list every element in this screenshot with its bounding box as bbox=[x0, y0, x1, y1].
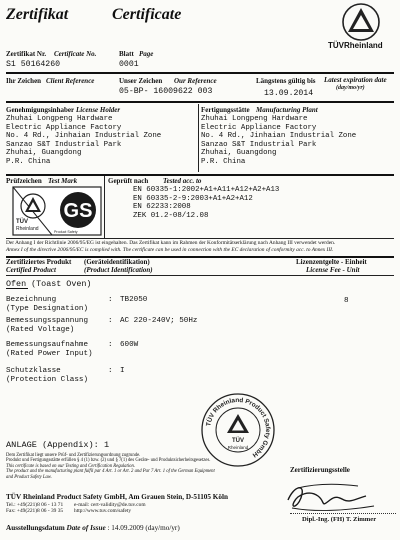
product-col-label-en: Certified Product bbox=[6, 266, 56, 274]
plant-line: P.R. China bbox=[201, 157, 246, 166]
product-col-sub-de: (Geräteidentifikation) bbox=[84, 258, 150, 266]
gs-mark-icon bbox=[12, 186, 102, 236]
fee-col-label-de: Lizenzentgelte - Einheit bbox=[296, 258, 367, 266]
type-designation-label: Bezeichnung (Type Designation) bbox=[6, 296, 89, 313]
tuv-triangle-icon bbox=[340, 2, 382, 42]
type-designation-value: TB2050 bbox=[120, 296, 148, 304]
holder-label-de: Genehmigungsinhaber bbox=[6, 106, 75, 114]
standards-list bbox=[133, 186, 279, 220]
directive-note-en: Annex I of the directive 2006/95/EC is complied with. The certificate can be used in connection with the EC declaration of conformity acc. to Annex III. bbox=[6, 247, 334, 253]
page-label-en: Page bbox=[139, 50, 154, 58]
our-ref-label-de: Unser Zeichen bbox=[119, 77, 163, 85]
gs-letters: GS bbox=[63, 200, 93, 222]
rheinland-word: Rheinland bbox=[16, 226, 39, 232]
issue-label-en: Date of Issue bbox=[66, 524, 106, 532]
certificate-number: S1 50164260 bbox=[6, 60, 61, 69]
holder-label-en: License Holder bbox=[76, 106, 121, 114]
legal-text bbox=[6, 453, 220, 480]
plant-line: Zhuhai Longpeng Hardware bbox=[201, 115, 308, 123]
legal-line: Produkt und Fertigungsstätte erfüllen § 4 (1) bzw. (2) und § 7(1) des Geräte- und Produktsicherheitsgesetzes. bbox=[6, 458, 211, 464]
email-link[interactable]: e-mail: cert-validity@de.tuv.com bbox=[74, 502, 146, 508]
test-mark-label-en: Test Mark bbox=[48, 177, 78, 185]
test-mark-label-de: Prüfzeichen bbox=[6, 177, 42, 185]
plant-label-en: Manufacturing Plant bbox=[256, 106, 318, 114]
plant-line: No. 4 Rd., Jinhaian Industrial Zone bbox=[201, 132, 357, 141]
standards-label-en: Tested acc. to bbox=[163, 177, 202, 185]
expiry-format: (day/mo/yr) bbox=[336, 85, 365, 91]
phone: Tel.: +49(221)8 06 - 13 71 bbox=[6, 502, 64, 508]
plant-label-de: Fertigungsstätte bbox=[201, 106, 250, 114]
client-ref-label-en: Client Reference bbox=[46, 77, 95, 85]
issue-date: 14.09.2009 (day/mo/yr) bbox=[111, 524, 180, 532]
cert-no-label-de: Zertifikat Nr. bbox=[6, 50, 47, 58]
website-link[interactable]: http://www.tuv.com/safety bbox=[74, 508, 132, 515]
plant-line: Electric Appliance Factory bbox=[201, 123, 317, 132]
expiry-label-en: Latest expiration date bbox=[324, 76, 387, 84]
plant-line: Zhuhai, Guangdong bbox=[201, 149, 277, 158]
signatory-name: Dipl.-Ing. (FH) T. Zimmer bbox=[302, 516, 377, 523]
directive-note-de: Der Anhang I der Richtlinie 2006/95/EG ist eingehalten. Das Zertifikat kann im Rahmen der Konformitätserklärung nach Anhang III verwendet werden. bbox=[6, 240, 336, 246]
product-safety-word: Product Safety bbox=[54, 230, 78, 234]
product-col-label-de: Zertifiziertes Produkt bbox=[6, 258, 72, 266]
holder-line: P.R. China bbox=[6, 157, 51, 166]
company-address: TÜV Rheinland Product Safety GmbH, Am Grauen Stein, D-51105 Köln bbox=[6, 493, 228, 501]
issue-date-line: Ausstellungsdatum Date of Issue : 14.09.2009 (day/mo/yr) bbox=[6, 524, 180, 532]
tuv-logo bbox=[328, 2, 383, 50]
tuv-word: TÜV bbox=[16, 219, 28, 225]
holder-address bbox=[6, 115, 198, 167]
protection-class-label: Schutzklasse (Protection Class) bbox=[6, 367, 89, 384]
client-ref-label-de: Ihr Zeichen bbox=[6, 77, 42, 85]
expiry-label-de: Längstens gültig bis bbox=[256, 77, 316, 85]
our-reference: 05-BP- 16009622 003 bbox=[119, 87, 213, 96]
holder-line: Zhuhai, Guangdong bbox=[6, 149, 82, 158]
brand-name: TÜVRheinland bbox=[328, 41, 383, 50]
seal-ring-text: TÜV Rheinland Product Safety GmbH bbox=[205, 396, 272, 459]
holder-line: No. 4 Rd., Jinhaian Industrial Zone bbox=[6, 132, 162, 141]
legal-line: Dem Zertifikat liegt unsere Prüf- und Zertifizierungsordnung zugrunde. bbox=[6, 453, 141, 458]
seal-bottom-text: Rheinland bbox=[227, 445, 249, 450]
issue-label-de: Ausstellungsdatum bbox=[6, 524, 65, 532]
fee-col-label-en: License Fee - Unit bbox=[306, 266, 360, 274]
protection-class-value: I bbox=[120, 367, 125, 375]
certification-body-label: Zertifizierungsstelle bbox=[290, 466, 350, 474]
legal-line: This certificate is based on our Testing and Certification Regulation. bbox=[6, 463, 135, 469]
title-german: Zertifikat bbox=[6, 6, 69, 23]
title-english: Certificate bbox=[112, 6, 182, 23]
contact-phone-fax bbox=[6, 502, 63, 514]
plant-address bbox=[201, 115, 397, 167]
cert-no-label-en: Certificate No. bbox=[54, 50, 97, 58]
holder-line: Electric Appliance Factory bbox=[6, 123, 122, 132]
holder-line: Zhuhai Longpeng Hardware bbox=[6, 115, 113, 123]
page-number: 0001 bbox=[119, 60, 139, 69]
product-name-text: Ofen (Toast Oven) bbox=[6, 279, 92, 289]
seal-center-text: TÜV bbox=[232, 438, 244, 444]
holder-line: Sanzao S&T Industrial Park bbox=[6, 140, 122, 149]
legal-line: The product and the manufacturing plant fulfil par 4 Art. 1 or Art. 2 and Par 7 Art. 1 of the German Equipment and Product Safety Law. bbox=[6, 469, 215, 480]
gs-test-mark bbox=[12, 186, 102, 236]
rated-voltage-label: Bemessungsspannung (Rated Voltage) bbox=[6, 317, 89, 334]
annex-label: ANLAGE (Appendix): 1 bbox=[6, 440, 110, 450]
our-ref-label-en: Our Reference bbox=[174, 77, 217, 85]
rated-voltage-value: AC 220-240V; 50Hz bbox=[120, 317, 198, 325]
plant-line: Sanzao S&T Industrial Park bbox=[201, 140, 317, 149]
rated-power-label: Bemessungsaufnahme (Rated Power Input) bbox=[6, 341, 93, 358]
standard-item: ZEK 01.2-08/12.08 bbox=[133, 211, 209, 220]
rated-power-value: 600W bbox=[120, 341, 139, 349]
contact-online bbox=[74, 502, 146, 514]
fax: Fax: +49(221)8 06 - 39 35 bbox=[6, 508, 64, 515]
standard-item: EN 60335-2-9:2003+A1+A2+A12 bbox=[133, 194, 253, 203]
page-label-de: Blatt bbox=[119, 50, 134, 58]
product-col-sub-en: (Product Identification) bbox=[84, 266, 153, 274]
expiry-date: 13.09.2014 bbox=[264, 89, 314, 98]
standard-item: EN 62233:2008 bbox=[133, 203, 191, 212]
license-fee-value: 8 bbox=[344, 297, 349, 305]
standard-item: EN 60335-1:2002+A1+A11+A12+A2+A13 bbox=[133, 186, 280, 194]
standards-label-de: Geprüft nach bbox=[108, 177, 149, 185]
